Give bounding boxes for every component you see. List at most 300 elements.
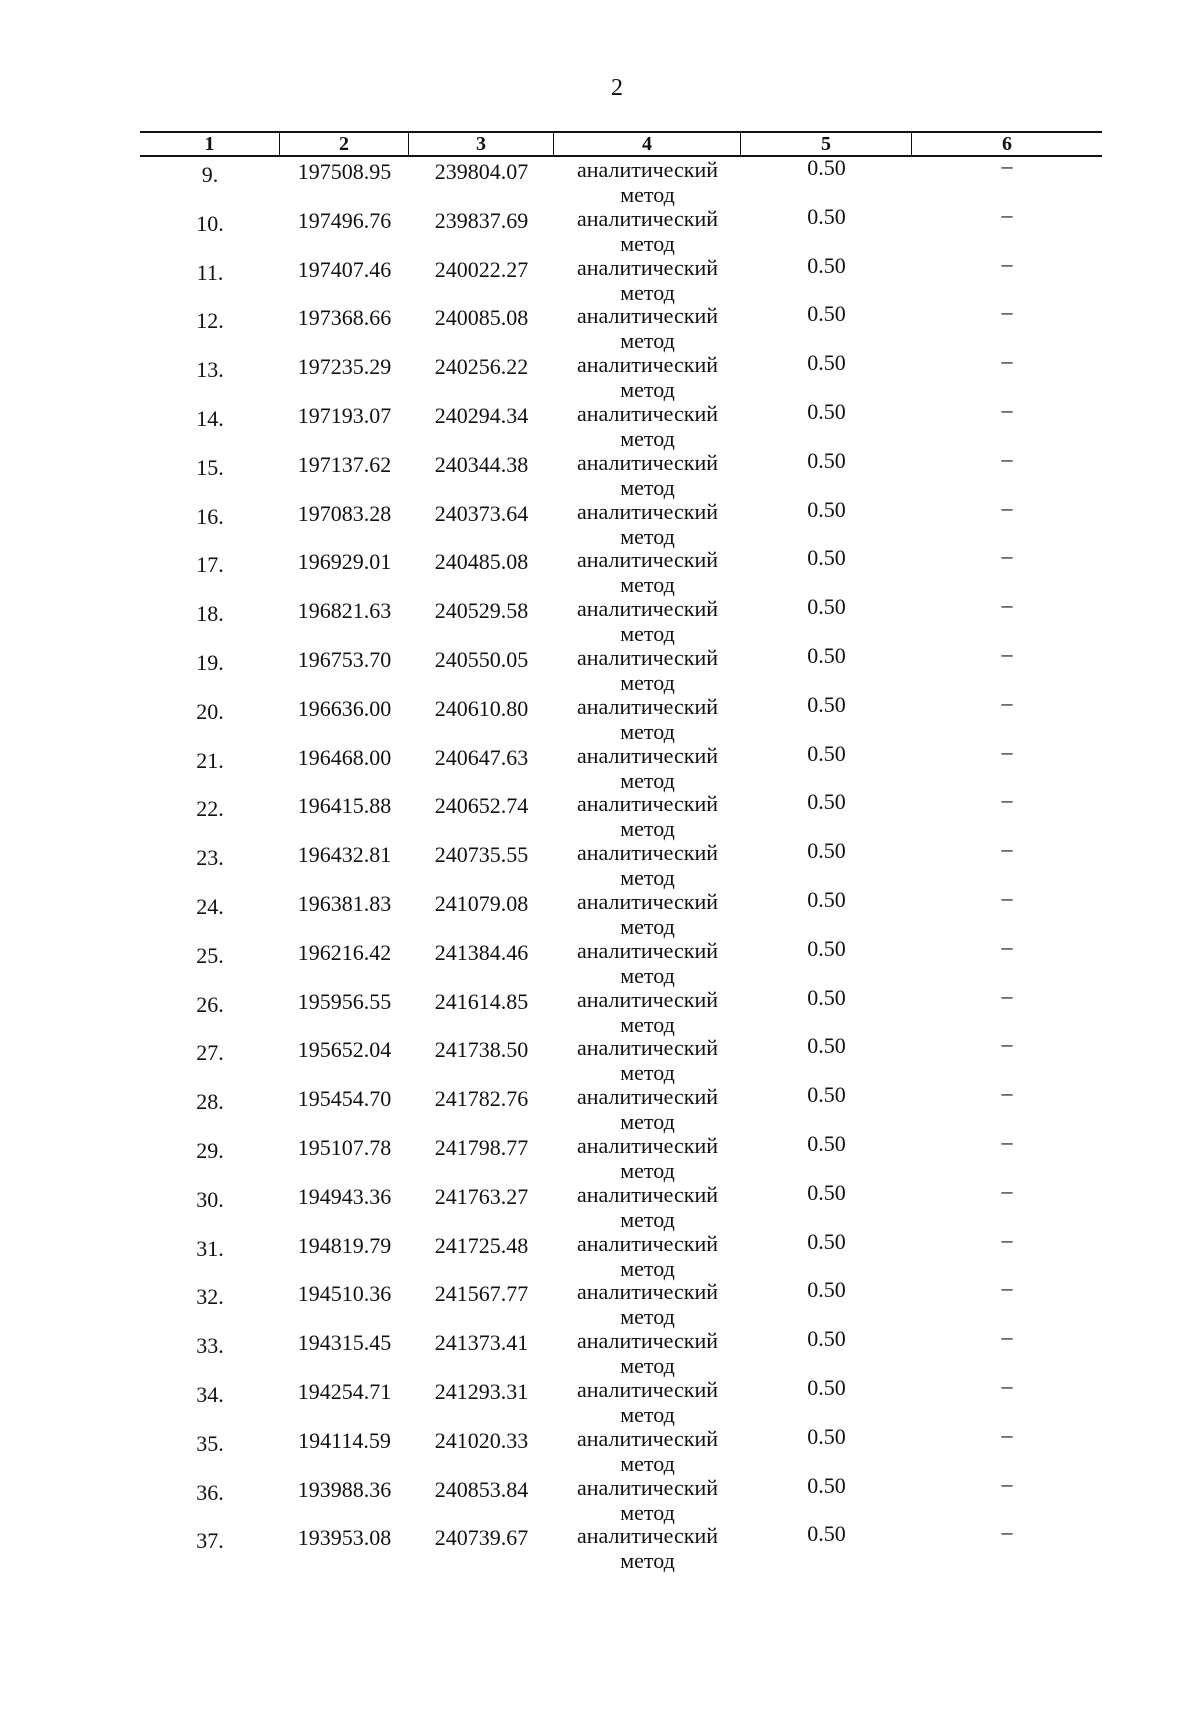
coordinate-x: 195454.70 — [297, 1086, 392, 1112]
point-number: 20. — [196, 698, 224, 724]
column-header-2: 2 — [280, 133, 409, 155]
table-cell — [140, 1523, 280, 1572]
coordinate-x: 196216.42 — [297, 939, 392, 965]
description-dash: – — [1001, 1031, 1013, 1057]
coordinate-x: 197083.28 — [297, 500, 392, 526]
table-cell — [554, 1377, 741, 1426]
table-cell — [741, 984, 912, 1036]
table-cell — [912, 689, 1102, 743]
point-number: 16. — [196, 503, 224, 529]
point-number: 10. — [196, 210, 224, 236]
table-cell — [741, 935, 912, 987]
table-cell — [912, 250, 1102, 304]
coordinate-y: 240256.22 — [434, 354, 529, 380]
table-row — [140, 1226, 1102, 1281]
coordinate-x: 197508.95 — [297, 159, 392, 184]
column-header-5: 5 — [741, 133, 912, 155]
description-dash: – — [1001, 787, 1013, 813]
description-dash: – — [1001, 1470, 1013, 1496]
accuracy-value: 0.50 — [807, 203, 846, 229]
table-cell — [140, 401, 280, 450]
table-cell — [912, 1421, 1102, 1475]
description-dash: – — [1001, 250, 1013, 276]
accuracy-value: 0.50 — [807, 1472, 846, 1498]
table-cell — [280, 352, 409, 401]
coordinate-x: 194114.59 — [298, 1427, 391, 1453]
table-cell — [912, 1177, 1102, 1231]
determination-method: аналитический метод — [576, 693, 718, 744]
coordinate-y: 241725.48 — [434, 1232, 529, 1258]
coordinate-y: 241384.46 — [434, 939, 529, 965]
table-row — [140, 348, 1102, 403]
table-cell — [554, 743, 741, 792]
table-cell — [554, 157, 741, 206]
description-dash: – — [1001, 640, 1013, 666]
table-cell — [140, 1475, 280, 1524]
point-number: 14. — [196, 405, 224, 431]
accuracy-value: 0.50 — [807, 350, 846, 376]
table-cell — [554, 1475, 741, 1524]
accuracy-value: 0.50 — [807, 1033, 846, 1059]
table-row — [140, 201, 1102, 256]
determination-method: аналитический метод — [576, 1474, 718, 1525]
coordinate-y: 241293.31 — [434, 1378, 529, 1404]
coordinate-y: 241567.77 — [434, 1281, 529, 1307]
table-row — [140, 933, 1102, 988]
coordinate-x: 196432.81 — [297, 842, 392, 868]
table-cell — [912, 1372, 1102, 1426]
table-cell — [140, 1133, 280, 1182]
accuracy-value: 0.50 — [807, 1521, 846, 1547]
point-number: 24. — [196, 893, 224, 919]
determination-method: аналитический метод — [576, 303, 718, 354]
table-cell — [741, 1472, 912, 1524]
accuracy-value: 0.50 — [807, 545, 846, 571]
coordinate-x: 196381.83 — [297, 890, 392, 916]
coordinate-y: 240022.27 — [434, 256, 529, 282]
accuracy-value: 0.50 — [807, 496, 846, 522]
table-row — [140, 787, 1102, 842]
description-dash: – — [1001, 153, 1013, 178]
table-cell — [912, 1324, 1102, 1377]
description-dash: – — [1001, 738, 1013, 764]
table-cell — [140, 206, 280, 255]
coordinate-y: 241020.33 — [434, 1427, 529, 1453]
coordinate-x: 197235.29 — [297, 354, 392, 380]
determination-method: аналитический метод — [576, 644, 718, 695]
table-cell — [741, 1423, 912, 1475]
table-cell — [409, 1377, 554, 1426]
coordinate-y: 241782.76 — [434, 1086, 529, 1112]
table-row — [140, 1031, 1102, 1086]
description-dash: – — [1001, 1324, 1013, 1350]
coordinate-x: 193988.36 — [297, 1476, 392, 1502]
accuracy-value: 0.50 — [807, 155, 846, 180]
table-cell — [140, 596, 280, 645]
table-cell — [140, 547, 280, 596]
table-cell — [409, 206, 554, 255]
point-number: 23. — [196, 845, 224, 871]
table-row — [140, 1080, 1102, 1135]
table-cell — [280, 1328, 409, 1377]
description-dash: – — [1001, 1519, 1013, 1545]
table-cell — [409, 1133, 554, 1182]
determination-method: аналитический метод — [576, 1181, 718, 1232]
point-number: 28. — [196, 1089, 224, 1115]
point-number: 33. — [196, 1333, 224, 1359]
coordinate-y: 240735.55 — [434, 842, 529, 868]
table-cell — [912, 787, 1102, 840]
table-cell — [280, 596, 409, 645]
determination-method: аналитический метод — [576, 1279, 718, 1330]
table-cell — [140, 157, 280, 206]
coordinate-y: 241373.41 — [434, 1330, 529, 1356]
table-cell — [280, 743, 409, 792]
determination-method: аналитический метод — [576, 1523, 718, 1574]
accuracy-value: 0.50 — [807, 398, 846, 424]
table-cell — [554, 499, 741, 548]
table-row — [140, 1177, 1102, 1232]
coordinate-x: 194315.45 — [297, 1330, 392, 1356]
table-cell — [741, 303, 912, 352]
table-cell — [280, 1084, 409, 1133]
determination-method: аналитический метод — [576, 254, 718, 305]
description-dash: – — [1001, 348, 1013, 374]
table-cell — [280, 303, 409, 352]
table-row — [140, 1324, 1102, 1379]
table-cell — [280, 1182, 409, 1231]
table-row — [140, 445, 1102, 500]
table-cell — [554, 1084, 741, 1133]
table-cell — [912, 738, 1102, 792]
table-cell — [409, 791, 554, 840]
table-header-row — [140, 131, 1102, 157]
determination-method: аналитический метод — [576, 1230, 718, 1281]
table-cell — [741, 352, 912, 401]
determination-method: аналитический метод — [576, 1084, 718, 1135]
table-row — [140, 1519, 1102, 1574]
table-cell — [140, 1377, 280, 1426]
coordinate-x: 197496.76 — [297, 207, 392, 233]
coordinate-x: 194819.79 — [297, 1232, 392, 1258]
table-cell — [140, 987, 280, 1036]
table-cell — [741, 596, 912, 645]
determination-method: аналитический метод — [576, 596, 718, 647]
determination-method: аналитический метод — [576, 1376, 718, 1427]
table-cell — [741, 203, 912, 255]
determination-method: аналитический метод — [576, 986, 718, 1037]
table-cell — [409, 1084, 554, 1133]
determination-method: аналитический метод — [576, 547, 718, 598]
table-cell — [409, 743, 554, 792]
table-cell — [280, 791, 409, 840]
table-cell — [140, 499, 280, 548]
point-number: 31. — [196, 1235, 224, 1261]
accuracy-value: 0.50 — [807, 1423, 846, 1449]
table-cell — [912, 1031, 1102, 1084]
table-cell — [140, 352, 280, 401]
table-cell — [280, 1475, 409, 1524]
coordinate-y: 240647.63 — [434, 744, 529, 770]
accuracy-value: 0.50 — [807, 642, 846, 668]
table-cell — [741, 1328, 912, 1377]
table-cell — [140, 645, 280, 694]
accuracy-value: 0.50 — [807, 691, 846, 717]
table-row — [140, 884, 1102, 939]
table-cell — [912, 1275, 1102, 1328]
table-cell — [554, 1328, 741, 1377]
table-cell — [741, 1035, 912, 1084]
table-cell — [912, 348, 1102, 401]
table-cell — [741, 691, 912, 743]
table-cell — [409, 694, 554, 743]
coordinate-y: 240853.84 — [434, 1476, 529, 1502]
coordinate-x: 196929.01 — [297, 549, 392, 575]
accuracy-value: 0.50 — [807, 1228, 846, 1254]
point-number: 21. — [196, 747, 224, 773]
coordinates-table — [140, 131, 1102, 1572]
description-dash: – — [1001, 1421, 1013, 1447]
determination-method: аналитический метод — [576, 791, 718, 842]
table-cell — [140, 743, 280, 792]
table-row — [140, 738, 1102, 793]
table-cell — [741, 398, 912, 450]
coordinate-y: 240085.08 — [434, 305, 529, 331]
point-number: 11. — [196, 259, 224, 285]
accuracy-value: 0.50 — [807, 252, 846, 278]
table-cell — [409, 450, 554, 499]
table-cell — [409, 840, 554, 889]
table-cell — [409, 352, 554, 401]
point-number: 34. — [196, 1381, 224, 1407]
table-cell — [741, 157, 912, 206]
description-dash: – — [1001, 1080, 1013, 1106]
table-cell — [554, 255, 741, 304]
table-cell — [554, 840, 741, 889]
table-cell — [741, 840, 912, 889]
coordinate-x: 194943.36 — [297, 1183, 392, 1209]
table-cell — [554, 694, 741, 743]
coordinate-y: 240550.05 — [434, 646, 529, 672]
description-dash: – — [1001, 543, 1013, 569]
table-row — [140, 982, 1102, 1037]
table-cell — [554, 889, 741, 938]
coordinate-x: 195956.55 — [297, 988, 392, 1014]
determination-method: аналитический метод — [576, 840, 718, 891]
table-cell — [140, 1182, 280, 1231]
point-number: 18. — [196, 601, 224, 627]
coordinate-x: 196636.00 — [297, 695, 392, 721]
table-cell — [912, 153, 1102, 206]
table-row — [140, 250, 1102, 305]
table-cell — [741, 447, 912, 499]
column-header-1: 1 — [140, 133, 280, 155]
table-cell — [140, 255, 280, 304]
accuracy-value: 0.50 — [807, 1179, 846, 1205]
table-cell — [280, 694, 409, 743]
table-row — [140, 836, 1102, 891]
determination-method: аналитический метод — [576, 1328, 718, 1379]
table-cell — [280, 1426, 409, 1475]
determination-method: аналитический метод — [576, 937, 718, 988]
table-cell — [741, 496, 912, 548]
table-cell — [280, 1231, 409, 1280]
coordinate-y: 240529.58 — [434, 598, 529, 624]
accuracy-value: 0.50 — [807, 789, 846, 815]
coordinate-y: 240652.74 — [434, 793, 529, 819]
determination-method: аналитический метод — [576, 1425, 718, 1476]
accuracy-value: 0.50 — [807, 838, 846, 864]
table-cell — [741, 1374, 912, 1426]
table-cell — [140, 791, 280, 840]
point-number: 12. — [196, 308, 224, 334]
table-cell — [741, 642, 912, 694]
table-cell — [409, 1523, 554, 1572]
coordinate-x: 197407.46 — [297, 256, 392, 282]
table-cell — [912, 1226, 1102, 1280]
coordinate-x: 194510.36 — [297, 1281, 392, 1307]
table-cell — [140, 1035, 280, 1084]
table-cell — [912, 543, 1102, 596]
description-dash: – — [1001, 933, 1013, 959]
column-header-3: 3 — [409, 133, 554, 155]
table-cell — [140, 1426, 280, 1475]
table-cell — [554, 1133, 741, 1182]
determination-method: аналитический метод — [576, 1132, 718, 1183]
table-row — [140, 1275, 1102, 1330]
table-cell — [741, 886, 912, 938]
determination-method: аналитический метод — [576, 205, 718, 256]
table-cell — [912, 299, 1102, 352]
table-row — [140, 1470, 1102, 1525]
table-cell — [554, 645, 741, 694]
table-cell — [554, 1426, 741, 1475]
description-dash: – — [1001, 445, 1013, 471]
coordinate-y: 241738.50 — [434, 1037, 529, 1063]
table-cell — [741, 1084, 912, 1133]
table-cell — [280, 645, 409, 694]
table-row — [140, 396, 1102, 451]
table-row — [140, 640, 1102, 695]
column-header-4: 4 — [554, 133, 741, 155]
table-cell — [409, 1328, 554, 1377]
table-cell — [140, 938, 280, 987]
table-cell — [140, 1231, 280, 1280]
table-cell — [912, 884, 1102, 938]
table-cell — [280, 157, 409, 206]
accuracy-value: 0.50 — [807, 447, 846, 473]
point-number: 37. — [196, 1528, 224, 1554]
table-cell — [554, 791, 741, 840]
table-cell — [409, 499, 554, 548]
point-number: 29. — [196, 1137, 224, 1163]
determination-method: аналитический метод — [576, 400, 718, 451]
page-number: 2 — [611, 75, 623, 101]
table-cell — [409, 596, 554, 645]
coordinate-y: 240739.67 — [434, 1525, 529, 1551]
table-cell — [280, 1523, 409, 1572]
table-cell — [280, 499, 409, 548]
coordinate-y: 241614.85 — [434, 988, 529, 1014]
table-cell — [280, 206, 409, 255]
table-cell — [741, 547, 912, 596]
accuracy-value: 0.50 — [807, 740, 846, 766]
point-number: 22. — [196, 796, 224, 822]
table-cell — [554, 987, 741, 1036]
description-dash: – — [1001, 592, 1013, 618]
point-number: 35. — [196, 1430, 224, 1456]
determination-method: аналитический метод — [576, 498, 718, 549]
description-dash: – — [1001, 1226, 1013, 1252]
coordinate-x: 196821.63 — [297, 598, 392, 624]
table-cell — [741, 1130, 912, 1182]
table-cell — [140, 1328, 280, 1377]
table-row — [140, 494, 1102, 549]
coordinate-y: 240344.38 — [434, 451, 529, 477]
point-number: 27. — [196, 1040, 224, 1066]
table-cell — [280, 840, 409, 889]
coordinate-x: 196415.88 — [297, 793, 392, 819]
table-cell — [912, 445, 1102, 499]
table-cell — [140, 450, 280, 499]
table-row — [140, 1421, 1102, 1476]
accuracy-value: 0.50 — [807, 1082, 846, 1108]
table-cell — [554, 401, 741, 450]
table-cell — [409, 1182, 554, 1231]
table-cell — [409, 1426, 554, 1475]
determination-method: аналитический метод — [576, 449, 718, 500]
table-cell — [554, 596, 741, 645]
table-cell — [741, 1228, 912, 1280]
coordinate-x: 196468.00 — [297, 744, 392, 770]
table-cell — [741, 1279, 912, 1328]
table-cell — [280, 1279, 409, 1328]
table-cell — [741, 252, 912, 304]
coordinate-y: 240610.80 — [434, 695, 529, 721]
coordinate-y: 241763.27 — [434, 1183, 529, 1209]
table-cell — [912, 982, 1102, 1036]
table-row — [140, 1372, 1102, 1427]
table-cell — [554, 1279, 741, 1328]
accuracy-value: 0.50 — [807, 301, 846, 327]
determination-method: аналитический метод — [576, 742, 718, 793]
table-cell — [554, 206, 741, 255]
point-number: 30. — [196, 1186, 224, 1212]
table-cell — [140, 1279, 280, 1328]
description-dash: – — [1001, 299, 1013, 325]
table-cell — [409, 889, 554, 938]
table-cell — [280, 547, 409, 596]
point-number: 26. — [196, 991, 224, 1017]
description-dash: – — [1001, 1275, 1013, 1301]
table-cell — [409, 1231, 554, 1280]
table-cell — [140, 1084, 280, 1133]
table-cell — [280, 1377, 409, 1426]
description-dash: – — [1001, 201, 1013, 227]
accuracy-value: 0.50 — [807, 1374, 846, 1400]
coordinate-x: 195652.04 — [297, 1037, 392, 1063]
table-cell — [409, 938, 554, 987]
table-cell — [280, 987, 409, 1036]
table-cell — [741, 791, 912, 840]
table-row — [140, 299, 1102, 354]
accuracy-value: 0.50 — [807, 1277, 846, 1303]
table-row — [140, 543, 1102, 598]
table-cell — [912, 1080, 1102, 1133]
table-cell — [554, 1523, 741, 1572]
table-cell — [280, 938, 409, 987]
table-cell — [912, 836, 1102, 889]
